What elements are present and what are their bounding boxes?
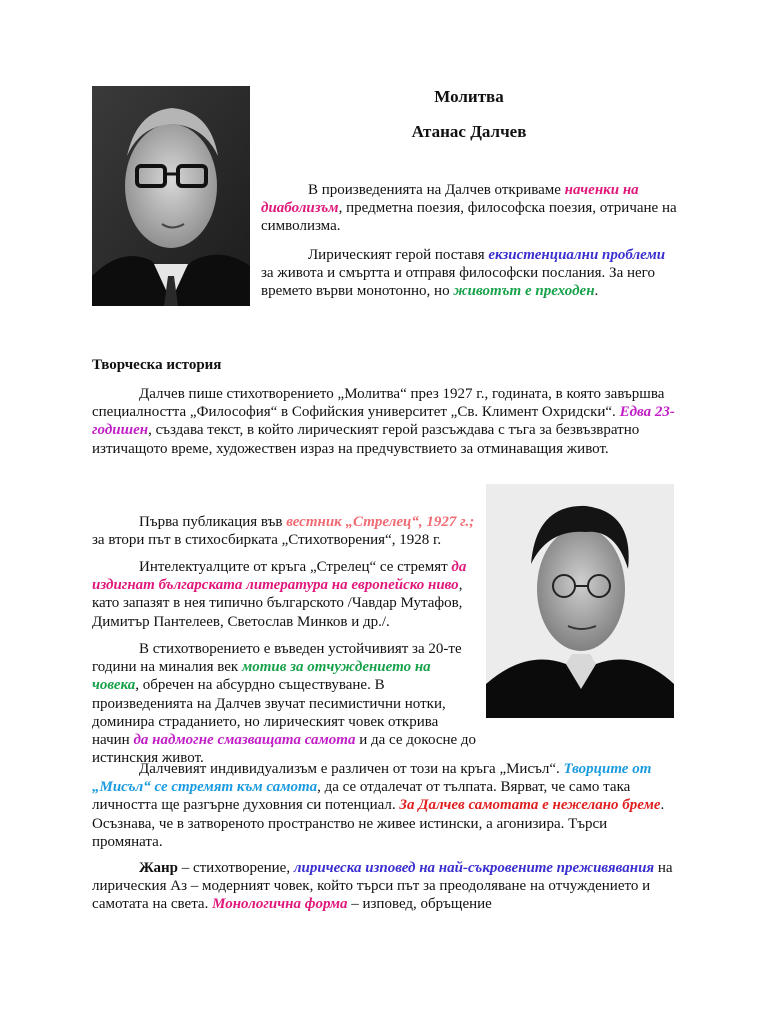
text-run: и да се докосне до истинския живот. xyxy=(92,732,477,767)
text-run: . Осъзнава, че в затвореното пространство не живее истински, а агонизира. Търси промяната. xyxy=(92,797,665,850)
text-run: за втори път в стихосбирката „Стихотворения“, 1928 г. xyxy=(92,532,442,549)
highlighted-phrase: животът е преходен xyxy=(453,283,595,300)
text-run: Далчевият индивидуализъм е различен от този на кръга „Мисъл“. xyxy=(139,761,564,777)
highlighted-phrase: лирическа изповед на най-съкровените преживявания xyxy=(293,860,655,876)
text-run: . xyxy=(594,283,599,300)
text-run: Далчев пише стихотворението „Молитва“ през 1927 г., годината, в която завършва специалността „Философия“ в Софийския университет „Св. Климент Охридски“. xyxy=(92,386,665,421)
bold-term: Жанр xyxy=(139,860,178,876)
highlighted-phrase: За Далчев самотата е нежелано бреме xyxy=(399,797,661,814)
text-run: за живота и смъртта и отправя философски послания. За него времето върви монотонно, но xyxy=(261,265,655,300)
text-run: , обречен на абсурдно съществуване. В произведенията на Далчев звучат песимистични нотки, доминира страданието, но лирическият човек открива начин xyxy=(92,677,446,749)
text-run: В произведенията на Далчев откриваме xyxy=(308,182,565,198)
intro-paragraph-1 xyxy=(261,181,677,236)
highlighted-phrase: Монологична форма xyxy=(212,896,348,913)
history-paragraph-2 xyxy=(92,513,477,549)
text-run: на лирическия Аз – модерният човек, който търси път за преодоляване на отчуждението и самотата на света. xyxy=(92,860,673,913)
history-paragraph-1 xyxy=(92,385,676,458)
section-heading-creative-history: Творческа история xyxy=(92,357,222,373)
text-run: В стихотворението е въведен устойчивият за 20-те години на миналия век xyxy=(92,641,462,676)
text-run: , предметна поезия, философска поезия, отричане на символизма. xyxy=(261,200,677,235)
text-run: Лирическият герой поставя xyxy=(308,247,489,263)
text-run: – изповед, обръщение xyxy=(347,896,492,913)
highlighted-phrase: екзистенциални проблеми xyxy=(488,247,666,263)
text-run: Първа публикация във xyxy=(139,514,287,530)
history-paragraph-genre xyxy=(92,859,676,914)
author-photo-young xyxy=(486,484,674,718)
highlighted-phrase: да издигнат българската литература на европейско ниво xyxy=(92,559,467,594)
highlighted-phrase: Едва 23-годишен xyxy=(92,404,675,439)
history-paragraph-3 xyxy=(92,558,477,631)
text-run: Интелектуалците от кръга „Стрелец“ се стремят xyxy=(139,559,452,575)
text-run: , създава текст, в който лирическият герой разсъждава с тъга за безвъзвратно изтичащото време, художествен израз на предчувствието за отминаващия живот. xyxy=(92,422,640,457)
text-run: – стихотворение, xyxy=(177,860,294,876)
intro-paragraph-2 xyxy=(261,246,677,301)
poem-title: Молитва xyxy=(434,87,504,106)
history-paragraph-4 xyxy=(92,640,477,767)
text-run: , като запазят в нея типично българското /Чавдар Мутафов, Димитър Пантелеев, Светослав Минков и др./. xyxy=(92,577,463,630)
author-photo-older xyxy=(92,86,250,306)
highlighted-phrase: да надмогне смазващата самота xyxy=(133,732,356,749)
highlighted-phrase: наченки на диаболизъм xyxy=(261,182,639,217)
highlighted-phrase: мотив за отчуждението на човека xyxy=(92,659,431,694)
author-name: Атанас Далчев xyxy=(411,122,527,141)
highlighted-phrase: Творците от „Мисъл“ се стремят към самота xyxy=(92,761,652,796)
history-paragraph-5 xyxy=(92,760,676,851)
highlighted-phrase: вестник „Стрелец“, 1927 г.; xyxy=(286,514,475,530)
text-run: , да се отдалечат от тълпата. Вярват, че само така личността ще разгърне духовния си потенциал. xyxy=(92,779,631,814)
